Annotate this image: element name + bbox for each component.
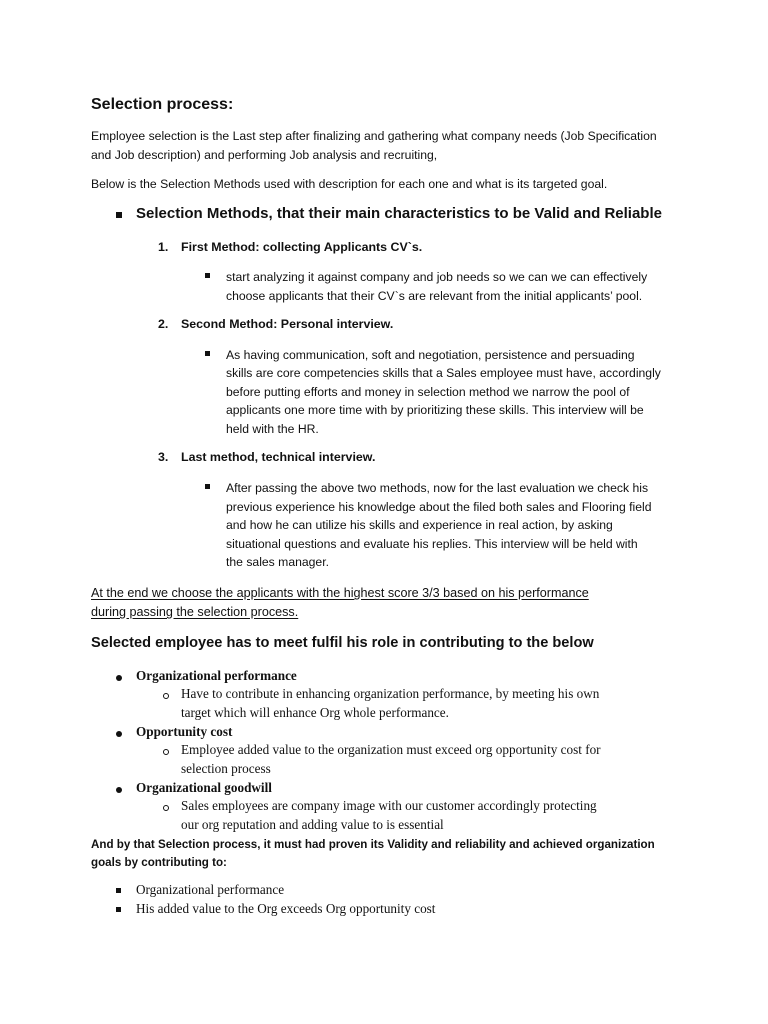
- role-1-line-2: target which will enhance Org whole performance.: [181, 705, 449, 720]
- method-3-line-5: the sales manager.: [226, 555, 329, 569]
- method-2-line-2: skills are core competencies skills that a Sales employee must have, accordingly: [226, 366, 661, 380]
- intro-line-2: and Job description) and performing Job analysis and recruiting,: [91, 148, 438, 162]
- method-title-3: Last method, technical interview.: [181, 450, 376, 464]
- hollow-circle-bullet-icon: [163, 805, 169, 811]
- role-title: Selected employee has to meet fulfil his role in contributing to the below: [91, 635, 594, 651]
- bullet-dot-icon: [116, 675, 122, 681]
- page-title: Selection process:: [91, 96, 234, 113]
- method-1-line-2: choose applicants that their CV`s are relevant from the initial applicants’ pool.: [226, 289, 643, 303]
- role-2-line-1: Employee added value to the organization must exceed org opportunity cost for: [181, 742, 601, 757]
- role-2-line-2: selection process: [181, 761, 271, 776]
- closing-line-1: And by that Selection process, it must had proven its Validity and reliability and achieved organization: [91, 838, 655, 851]
- method-number-1: 1.: [158, 240, 169, 254]
- method-title-1: First Method: collecting Applicants CV`s.: [181, 240, 423, 254]
- square-bullet-icon: [116, 907, 121, 912]
- closing-line-2: goals by contributing to:: [91, 856, 227, 869]
- conclusion-line-1: At the end we choose the applicants with the highest score 3/3 based on his performance: [91, 586, 589, 600]
- method-2-line-3: before putting efforts and money in selection method we narrow the pool of: [226, 385, 630, 399]
- square-bullet-icon: [205, 273, 210, 278]
- role-title-3: Organizational goodwill: [136, 780, 272, 795]
- bullet-dot-icon: [116, 731, 122, 737]
- intro-line-3: Below is the Selection Methods used with description for each one and what is its targeted goal.: [91, 177, 608, 191]
- role-1-line-1: Have to contribute in enhancing organization performance, by meeting his own: [181, 686, 600, 701]
- closing-item-1: Organizational performance: [136, 882, 285, 897]
- method-title-2: Second Method: Personal interview.: [181, 317, 394, 331]
- hollow-circle-bullet-icon: [163, 693, 169, 699]
- role-3-line-1: Sales employees are company image with our customer accordingly protecting: [181, 798, 597, 813]
- method-number-3: 3.: [158, 450, 169, 464]
- square-bullet-icon: [116, 212, 122, 218]
- methods-title: Selection Methods, that their main characteristics to be Valid and Reliable: [136, 205, 662, 222]
- method-1-line-1: start analyzing it against company and job needs so we can we can effectively: [226, 270, 648, 284]
- role-3-line-2: our org reputation and adding value to is essential: [181, 817, 444, 832]
- method-3-line-1: After passing the above two methods, now for the last evaluation we check his: [226, 481, 649, 495]
- square-bullet-icon: [205, 484, 210, 489]
- hollow-circle-bullet-icon: [163, 749, 169, 755]
- role-title-1: Organizational performance: [136, 668, 297, 683]
- bullet-dot-icon: [116, 787, 122, 793]
- square-bullet-icon: [116, 888, 121, 893]
- conclusion-line-2: during passing the selection process.: [91, 605, 299, 619]
- role-title-2: Opportunity cost: [136, 724, 233, 739]
- method-2-line-5: held with the HR.: [226, 422, 319, 436]
- closing-item-2: His added value to the Org exceeds Org opportunity cost: [136, 901, 436, 916]
- method-3-line-2: previous experience his knowledge about the filed both sales and Flooring field: [226, 500, 652, 514]
- method-number-2: 2.: [158, 317, 169, 331]
- intro-line-1: Employee selection is the Last step after finalizing and gathering what company needs (Job Specification: [91, 129, 657, 143]
- square-bullet-icon: [205, 351, 210, 356]
- method-2-line-4: applicants one more time with by prioritizing these skills. This interview will be: [226, 403, 644, 417]
- method-3-line-3: and how he can utilize his skills and experience in real action, by asking: [226, 518, 613, 532]
- method-2-line-1: As having communication, soft and negotiation, persistence and persuading: [226, 348, 635, 362]
- method-3-line-4: situational questions and evaluate his replies. This interview will be held with: [226, 537, 638, 551]
